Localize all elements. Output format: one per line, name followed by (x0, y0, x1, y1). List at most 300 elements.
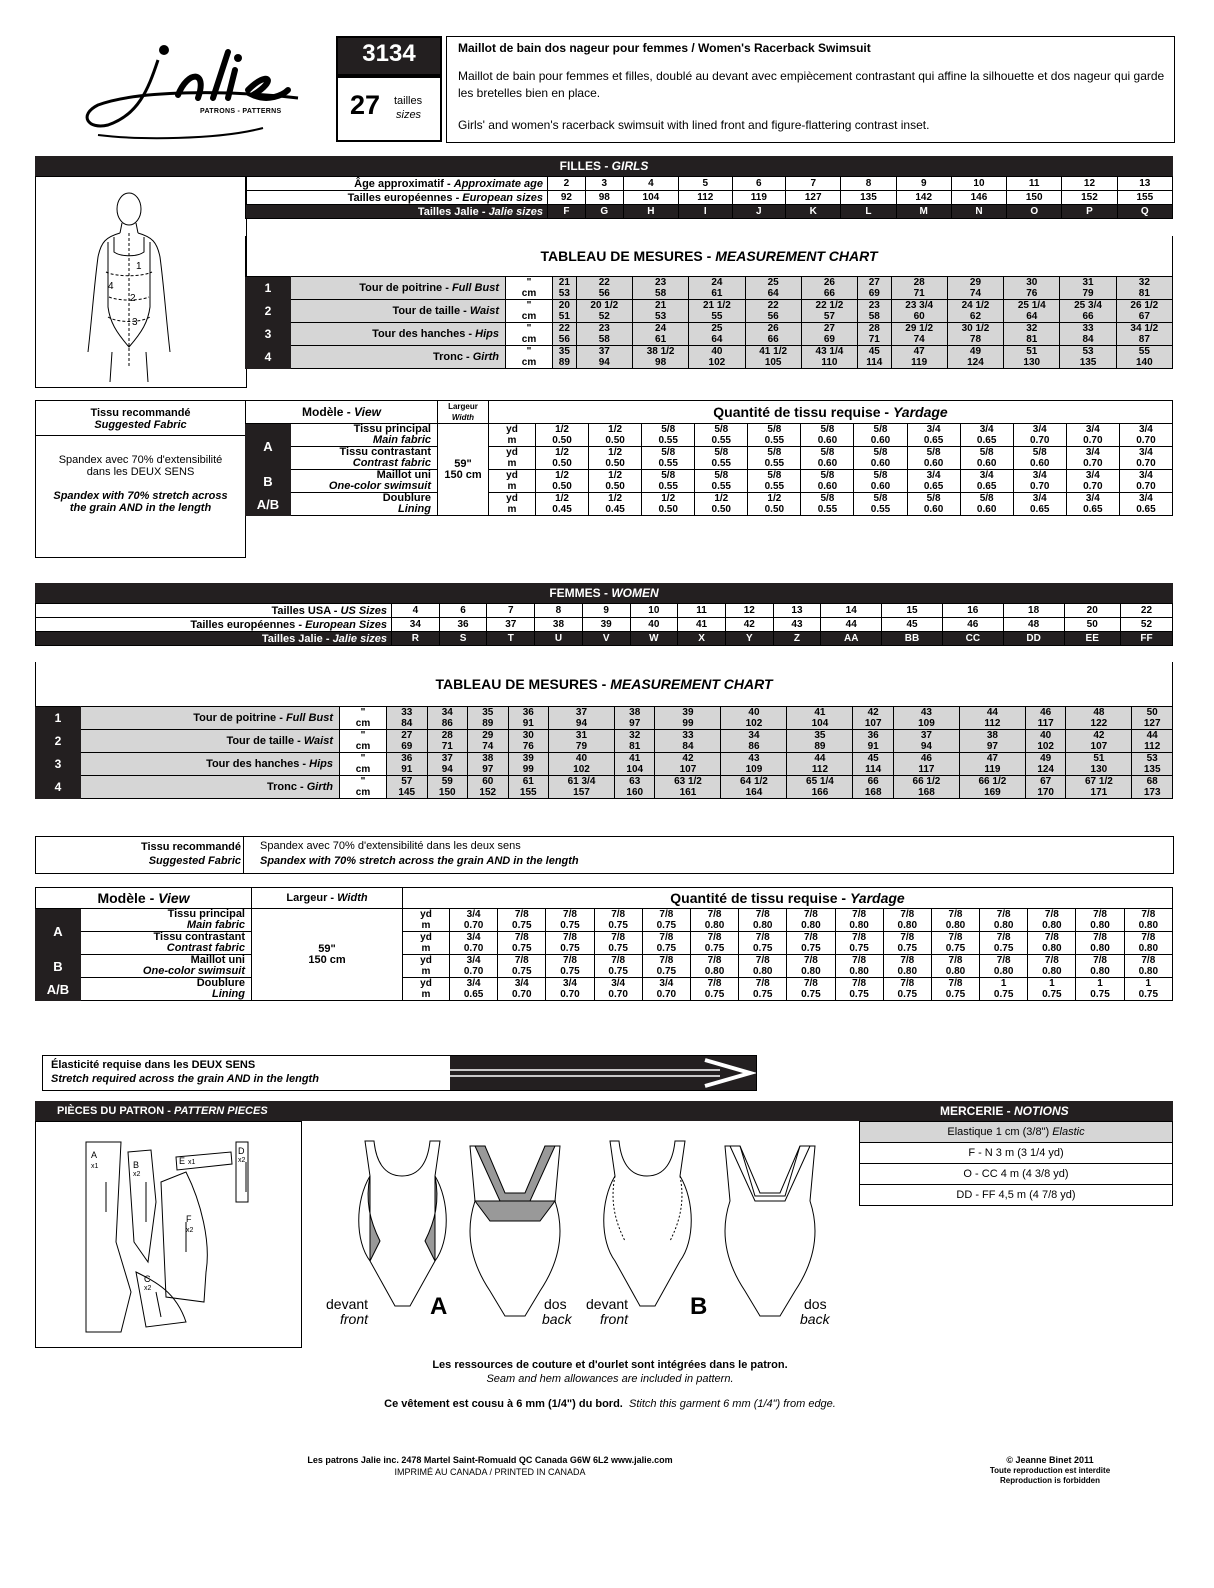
yardage-yd: 7/8 (642, 955, 690, 967)
yardage-m: 0.60 (801, 458, 854, 470)
measurement-value-cm: 102 (1025, 741, 1066, 753)
measurement-value-in: 34 1/2 (1116, 323, 1172, 335)
measurement-value-cm: 102 (549, 764, 615, 776)
size-cell: 46 (942, 618, 1003, 632)
measurement-value-cm: 119 (891, 357, 947, 369)
measurement-value-in: 37 (427, 753, 468, 765)
piece-quantity: x2 (238, 1157, 246, 1164)
yardage-yd: 7/8 (739, 978, 787, 990)
yardage-m: 0.80 (739, 966, 787, 978)
measurement-value-cm: 97 (614, 718, 655, 730)
measurement-row (246, 346, 1173, 358)
measurement-value-in: 32 (1116, 277, 1172, 289)
size-cell: 12 (1062, 177, 1117, 191)
measurement-value-cm: 135 (1060, 357, 1116, 369)
measurement-value-cm: 62 (947, 311, 1003, 323)
yardage-yd: 3/4 (450, 909, 498, 921)
unit-cm: cm (340, 718, 387, 730)
yardage-m: 0.50 (589, 435, 642, 447)
measurement-value-in: 25 1/4 (1004, 300, 1060, 312)
yardage-m: 0.75 (594, 966, 642, 978)
measurement-value-cm: 104 (787, 718, 853, 730)
yardage-m: 0.80 (1076, 966, 1124, 978)
women-section-bar: FEMMES - WOMEN (35, 583, 1173, 603)
size-cell: 6 (732, 177, 786, 191)
yardage-yd: 7/8 (980, 909, 1028, 921)
measurement-row (36, 776, 1173, 788)
measurement-value-in: 27 (801, 323, 857, 335)
measurement-value-cm: 124 (947, 357, 1003, 369)
yardage-m: 0.75 (883, 989, 931, 1001)
measurement-value-cm: 61 (689, 288, 745, 300)
yardage-row (36, 978, 1173, 990)
measurement-value-cm: 79 (1060, 288, 1116, 300)
yardage-m: 0.70 (1119, 435, 1172, 447)
size-cell: 150 (1007, 191, 1062, 205)
yardage-yd: 1/2 (589, 493, 642, 505)
logo (78, 40, 328, 140)
yardage-yd: 5/8 (801, 470, 854, 482)
yardage-m: 0.80 (787, 966, 835, 978)
yardage-yd: 3/4 (1013, 424, 1066, 436)
measurement-value-cm: 94 (576, 357, 632, 369)
yardage-yd: 7/8 (594, 932, 642, 944)
measurement-number: 2 (246, 300, 291, 323)
measurement-value-cm: 94 (549, 718, 615, 730)
measurement-value-cm: 56 (745, 311, 801, 323)
measurement-value-in: 36 (508, 707, 549, 719)
measurement-value-cm: 78 (947, 334, 1003, 346)
size-cell: 12 (725, 604, 773, 618)
yardage-m: 0.50 (536, 435, 589, 447)
fabric-name-fr: Doublure (291, 493, 438, 505)
women-yardage-table (35, 887, 1173, 1001)
yardage-row (36, 943, 1173, 955)
measurement-value-cm: 130 (1066, 764, 1132, 776)
measurement-value-in: 39 (508, 753, 549, 765)
yardage-yd: 1 (980, 978, 1028, 990)
stitch-note: Ce vêtement est cousu à 6 mm (1/4") du bord. Stitch this garment 6 mm (1/4") from edge. (384, 1398, 836, 1410)
yardage-yd: 3/4 (1066, 424, 1119, 436)
measurement-value-cm: 66 (801, 288, 857, 300)
girls-size-table (245, 176, 1173, 219)
body-measurement-figure-icon (36, 177, 246, 387)
yardage-yd: 1/2 (748, 493, 801, 505)
measurement-value-in: 46 (893, 753, 959, 765)
fabric-name-en: Contrast fabric (291, 458, 438, 470)
measurement-value-cm: 94 (893, 741, 959, 753)
yardage-m: 0.55 (801, 504, 854, 516)
unit-yd: yd (403, 909, 450, 921)
measurement-value-cm: 71 (858, 334, 891, 346)
measurement-value-in: 64 1/2 (721, 776, 787, 788)
girls-jalie-row: Tailles Jalie - Jalie sizes F G H I J K L M N O P Q (246, 205, 1173, 219)
yardage-m: 0.75 (546, 920, 594, 932)
unit-in: " (506, 346, 553, 358)
yardage-m: 0.75 (931, 989, 979, 1001)
size-cell: 104 (623, 191, 678, 205)
yardage-m: 0.75 (498, 943, 546, 955)
piece-letter: A (91, 1150, 98, 1160)
measurement-value-cm: 124 (1025, 764, 1066, 776)
measurement-value-cm: 150 (427, 787, 468, 799)
unit-in: " (340, 730, 387, 742)
size-cell: P (1062, 205, 1117, 219)
yardage-m: 0.55 (854, 504, 907, 516)
yardage-row (36, 989, 1173, 1001)
measurement-value-in: 61 3/4 (549, 776, 615, 788)
yardage-yd: 3/4 (1066, 470, 1119, 482)
notions-title: MERCERIE - NOTIONS (940, 1104, 1069, 1118)
measurement-value-in: 36 (387, 753, 428, 765)
yardage-title: Quantité de tissu requise - Yardage (489, 401, 1173, 424)
measurement-value-in: 65 1/4 (787, 776, 853, 788)
yardage-m: 0.60 (801, 435, 854, 447)
fabric-name-en: Lining (81, 989, 252, 1001)
yardage-yd: 5/8 (748, 424, 801, 436)
measurement-value-cm: 84 (1060, 334, 1116, 346)
yardage-title: Quantité de tissu requise - Yardage (403, 888, 1173, 909)
unit-in: " (506, 323, 553, 335)
yardage-yd: 3/4 (450, 955, 498, 967)
yardage-yd: 7/8 (883, 932, 931, 944)
measurement-value-in: 28 (427, 730, 468, 742)
measurement-value-in: 22 (553, 323, 577, 335)
yardage-yd: 1 (1028, 978, 1076, 990)
yardage-yd: 1/2 (536, 447, 589, 459)
yardage-m: 0.55 (695, 481, 748, 493)
measurement-value-in: 33 (655, 730, 721, 742)
yardage-yd: 3/4 (594, 978, 642, 990)
measurement-value-in: 30 (1004, 277, 1060, 289)
girls-measurement-table (245, 276, 1173, 369)
yardage-yd: 7/8 (546, 932, 594, 944)
yardage-m: 0.50 (536, 481, 589, 493)
measurement-value-cm: 168 (853, 787, 894, 799)
unit-cm: cm (340, 741, 387, 753)
size-cell: 50 (1064, 618, 1120, 632)
yardage-row (246, 435, 1173, 447)
measurement-value-cm: 91 (387, 764, 428, 776)
description-fr: Maillot de bain pour femmes et filles, doublé au devant avec empiècement contrastant qui affine la silhouette et dos nageur qui garde les bretelles bien en place. (458, 69, 1165, 100)
size-cell: 10 (951, 177, 1006, 191)
yardage-yd: 3/4 (1013, 470, 1066, 482)
view-b-back-en: back (800, 1311, 830, 1327)
unit-yd: yd (403, 955, 450, 967)
notions-rows (859, 1143, 1173, 1206)
view-b-front-en: front (600, 1311, 629, 1327)
yardage-m: 0.80 (1124, 920, 1172, 932)
view-b-back-fr: dos (804, 1296, 827, 1312)
measurement-value-cm: 152 (468, 787, 509, 799)
yardage-m: 0.80 (835, 920, 883, 932)
yardage-m: 0.80 (1124, 966, 1172, 978)
measurement-value-cm: 84 (387, 718, 428, 730)
measurement-value-cm: 86 (427, 718, 468, 730)
measurement-value-cm: 61 (632, 334, 688, 346)
measurement-value-in: 38 (468, 753, 509, 765)
girls-eu-row: Tailles européennes - European sizes 92 98 104 112 119 127 135 142 146 150 152 155 (246, 191, 1173, 205)
yardage-yd: 7/8 (642, 932, 690, 944)
size-cell: Z (773, 632, 821, 646)
measurement-value-in: 50 (1132, 707, 1173, 719)
yardage-m: 0.60 (907, 458, 960, 470)
women-size-table (35, 603, 1173, 646)
yardage-yd: 7/8 (931, 955, 979, 967)
yardage-m: 0.70 (546, 989, 594, 1001)
women-fabric-box: Tissu recommandé Suggested Fabric Spandex avec 70% d'extensibilité dans les deux sens Spandex with 70% stretch across the grain AND in the length (35, 836, 1174, 874)
swimsuit-views (310, 1121, 850, 1346)
yardage-m: 0.75 (980, 943, 1028, 955)
fabric-width: 59" 150 cm (252, 909, 403, 1001)
yardage-yd: 7/8 (835, 955, 883, 967)
yardage-m: 0.75 (980, 989, 1028, 1001)
yardage-yd: 7/8 (1124, 909, 1172, 921)
measurement-value-cm: 69 (858, 288, 891, 300)
size-cell: 13 (773, 604, 821, 618)
yardage-m: 0.50 (536, 458, 589, 470)
measurement-label: Tronc - Girth (81, 776, 340, 799)
size-cell: 39 (582, 618, 630, 632)
measurement-row (246, 300, 1173, 312)
yardage-row (36, 920, 1173, 932)
yardage-m: 0.70 (450, 920, 498, 932)
fabric-name-fr: Tissu contrastant (81, 932, 252, 944)
piece-letter: F (186, 1214, 192, 1224)
size-cell: 11 (1007, 177, 1062, 191)
measurement-value-cm: 107 (1066, 741, 1132, 753)
footer-rights-fr: Toute reproduction est interdite (989, 1466, 1111, 1475)
measurement-value-cm: 64 (1004, 311, 1060, 323)
fabric-name-fr: Maillot uni (81, 955, 252, 967)
fabric-name-fr: Tissu principal (81, 909, 252, 921)
width-header: Largeur Width (438, 401, 489, 424)
size-cell: 9 (896, 177, 951, 191)
measurement-value-in: 61 (508, 776, 549, 788)
size-cell: 11 (678, 604, 726, 618)
size-cell: 18 (1003, 604, 1064, 618)
size-cell: G (585, 205, 623, 219)
unit-cm: cm (506, 311, 553, 323)
measurement-value-in: 47 (959, 753, 1025, 765)
measurement-value-in: 40 (721, 707, 787, 719)
pattern-title: Maillot de bain dos nageur pour femmes / Women's Racerback Swimsuit (458, 41, 871, 55)
measurement-value-in: 24 (632, 323, 688, 335)
size-cell: O (1007, 205, 1062, 219)
measurement-value-in: 32 (1004, 323, 1060, 335)
measurement-value-in: 67 (1025, 776, 1066, 788)
yardage-m: 0.55 (748, 458, 801, 470)
yardage-m: 0.80 (980, 966, 1028, 978)
yardage-m: 0.70 (1013, 435, 1066, 447)
yardage-yd: 1 (1076, 978, 1124, 990)
yardage-m: 0.80 (883, 966, 931, 978)
yardage-yd: 5/8 (854, 447, 907, 459)
girls-fabric-en: Spandex with 70% stretch across the grain AND in the length (53, 490, 228, 514)
yardage-m: 0.80 (835, 966, 883, 978)
women-eu-row: Tailles européennes - European Sizes 34 36 37 38 39 40 41 42 43 44 45 46 48 50 52 (36, 618, 1173, 632)
yardage-yd: 5/8 (854, 493, 907, 505)
size-cell: 37 (487, 618, 535, 632)
yardage-yd: 3/4 (498, 978, 546, 990)
measurement-value-cm: 55 (689, 311, 745, 323)
yardage-yd: 7/8 (690, 955, 738, 967)
yardage-yd: 3/4 (1066, 493, 1119, 505)
stretch-en: Stretch required across the grain AND in the length (51, 1073, 319, 1085)
footer-copyright: © Jeanne Binet 2011 (1006, 1455, 1094, 1465)
unit-cm: cm (506, 357, 553, 369)
measurement-value-in: 37 (549, 707, 615, 719)
yardage-m: 0.70 (1013, 481, 1066, 493)
size-cell: 6 (439, 604, 487, 618)
fabric-name-en: Main fabric (81, 920, 252, 932)
measurement-value-in: 53 (1132, 753, 1173, 765)
measurement-value-in: 44 (959, 707, 1025, 719)
yardage-yd: 5/8 (854, 424, 907, 436)
unit-cm: cm (340, 764, 387, 776)
yardage-m: 0.65 (1119, 504, 1172, 516)
yardage-m: 0.50 (589, 481, 642, 493)
measurement-value-in: 66 1/2 (893, 776, 959, 788)
measurement-value-in: 49 (1025, 753, 1066, 765)
view-header: Modèle - View (246, 401, 438, 424)
yardage-m: 0.60 (960, 458, 1013, 470)
yardage-m: 0.80 (1124, 943, 1172, 955)
yardage-m: 0.55 (748, 435, 801, 447)
yardage-m: 0.70 (450, 943, 498, 955)
size-cell: 119 (732, 191, 786, 205)
measurement-value-in: 59 (427, 776, 468, 788)
yardage-m: 0.55 (695, 458, 748, 470)
size-cell: 7 (487, 604, 535, 618)
measurement-number: 2 (36, 730, 81, 753)
yardage-yd: 5/8 (748, 470, 801, 482)
fabric-name-en: One-color swimsuit (81, 966, 252, 978)
yardage-yd: 3/4 (1119, 493, 1172, 505)
yardage-m: 0.80 (690, 920, 738, 932)
measurement-value-in: 47 (891, 346, 947, 358)
unit-yd: yd (489, 424, 536, 436)
measurement-row (36, 707, 1173, 719)
yardage-yd: 7/8 (690, 978, 738, 990)
measurement-value-in: 21 1/2 (689, 300, 745, 312)
measurement-value-in: 38 (614, 707, 655, 719)
yardage-m: 0.70 (1066, 435, 1119, 447)
yardage-m: 0.50 (748, 504, 801, 516)
yardage-m: 0.70 (1066, 458, 1119, 470)
yardage-m: 0.75 (1076, 989, 1124, 1001)
size-cell: L (841, 205, 896, 219)
fabric-name-en: Contrast fabric (81, 943, 252, 955)
measurement-value-cm: 107 (853, 718, 894, 730)
stretch-arrow-icon (450, 1056, 756, 1090)
measurement-value-in: 34 (427, 707, 468, 719)
view-a-label: A (430, 1293, 448, 1320)
measurement-value-cm: 87 (1116, 334, 1172, 346)
yardage-m: 0.65 (907, 481, 960, 493)
yardage-yd: 7/8 (931, 932, 979, 944)
measurement-value-cm: 99 (655, 718, 721, 730)
size-cell: 4 (623, 177, 678, 191)
measurement-value-in: 44 (1132, 730, 1173, 742)
view-letter: A (246, 424, 291, 470)
size-cell: 38 (535, 618, 583, 632)
unit-in: " (506, 277, 553, 289)
measurement-value-cm: 140 (1116, 357, 1172, 369)
yardage-m: 0.75 (690, 943, 738, 955)
measurement-value-in: 41 (614, 753, 655, 765)
size-cell: 5 (679, 177, 733, 191)
pieces-bar: PIÈCES DU PATRON - PATTERN PIECES (35, 1101, 1173, 1121)
unit-m: m (489, 481, 536, 493)
size-cell: 146 (951, 191, 1006, 205)
measurement-value-in: 35 (787, 730, 853, 742)
yardage-m: 0.55 (642, 458, 695, 470)
measurement-value-in: 25 3/4 (1060, 300, 1116, 312)
measurement-value-in: 40 (1025, 730, 1066, 742)
yardage-yd: 3/4 (642, 978, 690, 990)
unit-cm: cm (506, 334, 553, 346)
view-b-front-fr: devant (586, 1296, 629, 1312)
size-cell: 40 (630, 618, 678, 632)
yardage-m: 0.80 (1028, 920, 1076, 932)
yardage-m: 0.75 (835, 943, 883, 955)
measurement-value-cm: 145 (387, 787, 428, 799)
yardage-m: 0.50 (642, 504, 695, 516)
yardage-m: 0.60 (801, 481, 854, 493)
unit-m: m (403, 989, 450, 1001)
measurement-value-cm: 97 (959, 741, 1025, 753)
size-cell: S (439, 632, 487, 646)
yardage-m: 0.55 (748, 481, 801, 493)
size-cell: J (732, 205, 786, 219)
yardage-yd: 7/8 (739, 955, 787, 967)
measurement-value-cm: 97 (468, 764, 509, 776)
yardage-m: 0.50 (695, 504, 748, 516)
measurement-value-cm: 169 (959, 787, 1025, 799)
yardage-yd: 5/8 (642, 447, 695, 459)
measurement-value-in: 48 (1066, 707, 1132, 719)
yardage-yd: 7/8 (787, 955, 835, 967)
yardage-m: 0.80 (883, 920, 931, 932)
yardage-yd: 5/8 (642, 470, 695, 482)
measurement-value-cm: 105 (745, 357, 801, 369)
unit-yd: yd (489, 470, 536, 482)
yardage-yd: 7/8 (642, 909, 690, 921)
measurement-value-cm: 114 (858, 357, 891, 369)
measurement-value-in: 29 1/2 (891, 323, 947, 335)
measurement-row (36, 753, 1173, 765)
yardage-m: 0.75 (690, 989, 738, 1001)
fabric-name-en: Lining (291, 504, 438, 516)
measurement-value-cm: 94 (427, 764, 468, 776)
size-cell: 9 (582, 604, 630, 618)
yardage-yd: 1/2 (589, 470, 642, 482)
measurement-value-cm: 53 (553, 288, 577, 300)
measurement-value-in: 37 (893, 730, 959, 742)
size-cell: 13 (1117, 177, 1172, 191)
view-a-front-fr: devant (326, 1296, 369, 1312)
measurement-value-in: 27 (858, 277, 891, 289)
measurement-value-in: 43 1/4 (801, 346, 857, 358)
yardage-yd: 7/8 (787, 978, 835, 990)
measurement-value-in: 38 (959, 730, 1025, 742)
measurement-value-in: 23 (576, 323, 632, 335)
measurement-value-in: 21 (553, 277, 577, 289)
measurement-value-cm: 102 (689, 357, 745, 369)
measurement-value-cm: 71 (427, 741, 468, 753)
measurement-value-cm: 130 (1004, 357, 1060, 369)
